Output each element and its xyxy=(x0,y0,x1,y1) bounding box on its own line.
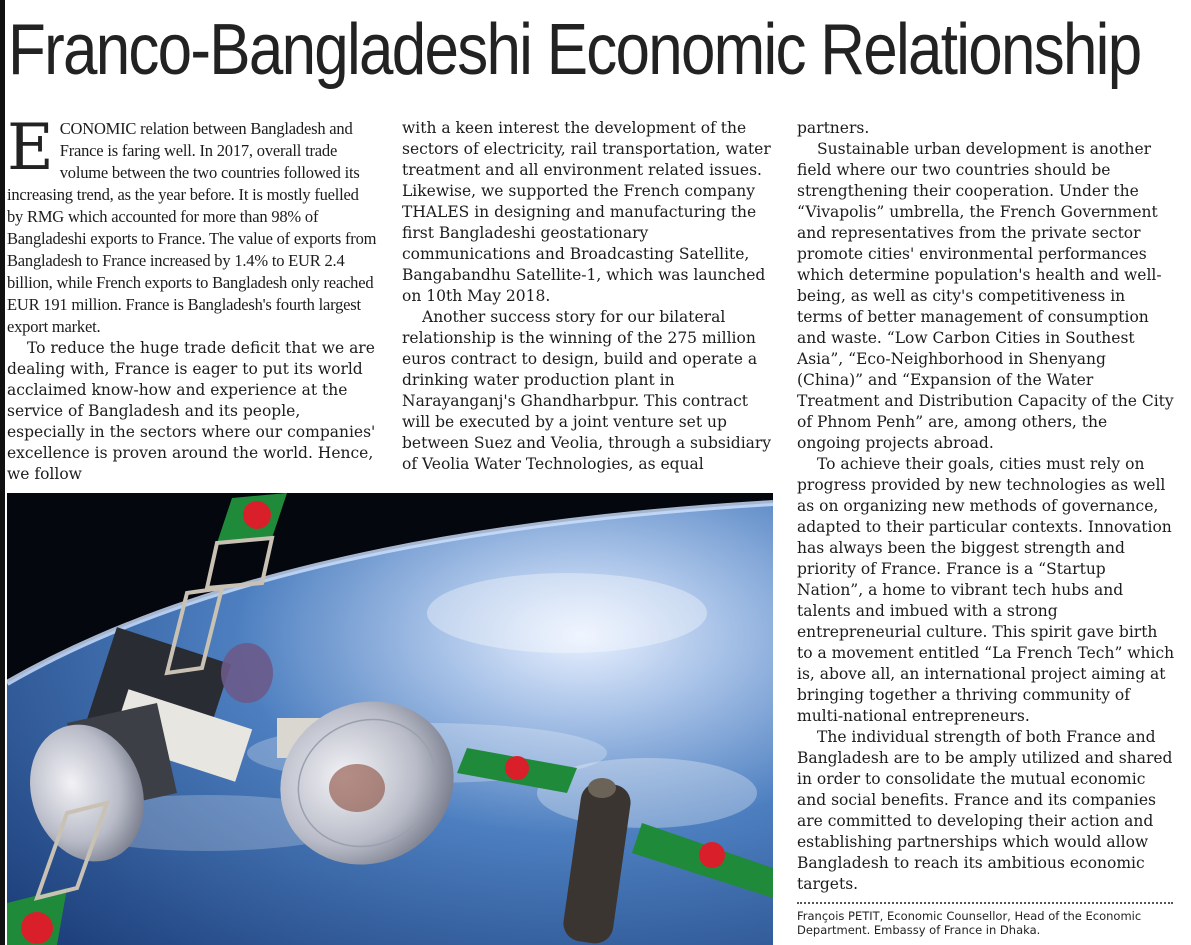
paragraph: Sustainable urban development is another field where our two countries should be strengthening their cooperation. Under the “Vivapolis” umbrella, the French Government and representatives from the private sector promote cities' environmental performances which determine population's health and well-being, as well as city's competitiveness in terms of better management of consumption and waste. “Low Carbon Cities in Southest Asia”, “Eco-Neighborhood in Shenyang (China)” and “Expansion of the Water Treatment and Distribution Capacity of the City of Phnom Penh” are, among others, the ongoing projects abroad. xyxy=(797,140,1174,452)
paragraph: Another success story for our bilateral relationship is the winning of the 275 million euros contract to design, build and operate a drinking water production plant in Narayanganj's Ghandharbpur. This contract will be executed by a joint venture set up between Suez and Veolia, through a subsidiary of Veolia Water Technologies, as equal xyxy=(402,308,772,473)
paragraph: To reduce the huge trade deficit that we are dealing with, France is eager to put its world acclaimed know-how and experience at the service of Bangladesh and its people, especially in the sectors where our companies' excellence is proven around the world. Hence, we follow xyxy=(7,339,376,483)
article-column-3 xyxy=(797,118,1175,895)
paragraph: The individual strength of both France and Bangladesh are to be amply utilized and shared in order to consolidate the mutual economic and social benefits. France and its companies are committed to developing their action and establishing partnerships which would allow Bangladesh to reach its ambitious economic targets. xyxy=(797,728,1173,893)
paragraph: with a keen interest the development of the sectors of electricity, rail transportation, water treatment and all environment related issues. Likewise, we supported the French company THALES in designing and manufacturing the first Bangladeshi geostationary communications and Broadcasting Satellite, Bangabandhu Satellite-1, which was launched on 10th May 2018. xyxy=(402,119,771,305)
paragraph-text: CONOMIC relation between Bangladesh and France is faring well. In 2017, overall trade volume between the two countries followed its increasing trend, as the year before. It is mostly fuelled by RMG which accounted for more than 98% of Bangladeshi exports to France. The value of exports from Bangladesh to France increased by 1.4% to EUR 2.4 billion, while French exports to Bangladesh only reached EUR 191 million. France is Bangladesh's fourth largest export market. xyxy=(7,119,377,336)
author-byline: François PETIT, Economic Counsellor, Head of the Economic Department. Embassy of France in Dhaka. xyxy=(797,909,1142,937)
drop-cap: E xyxy=(7,111,54,185)
paragraph xyxy=(7,111,377,338)
article-column-2 xyxy=(402,118,772,475)
paragraph: To achieve their goals, cities must rely on progress provided by new technologies as well as on organizing new methods of governance, adapted to their particular contexts. Innovation has always been the biggest strength and priority of France. France is a “Startup Nation”, a home to vibrant tech hubs and talents and imbued with a strong entrepreneurial culture. This spirit gave birth to a movement entitled “La French Tech” which is, above all, an international project aiming at bringing together a thriving community of multi-national entrepreneurs. xyxy=(797,455,1175,725)
paragraph: partners. xyxy=(797,119,870,137)
satellite-earth-photo xyxy=(7,493,773,945)
left-margin-rule xyxy=(0,0,5,945)
article-column-1 xyxy=(7,111,377,485)
satellite-illustration xyxy=(7,493,773,945)
byline-divider xyxy=(797,902,1173,904)
headline: Franco-Bangladeshi Economic Relationship xyxy=(8,10,1141,90)
